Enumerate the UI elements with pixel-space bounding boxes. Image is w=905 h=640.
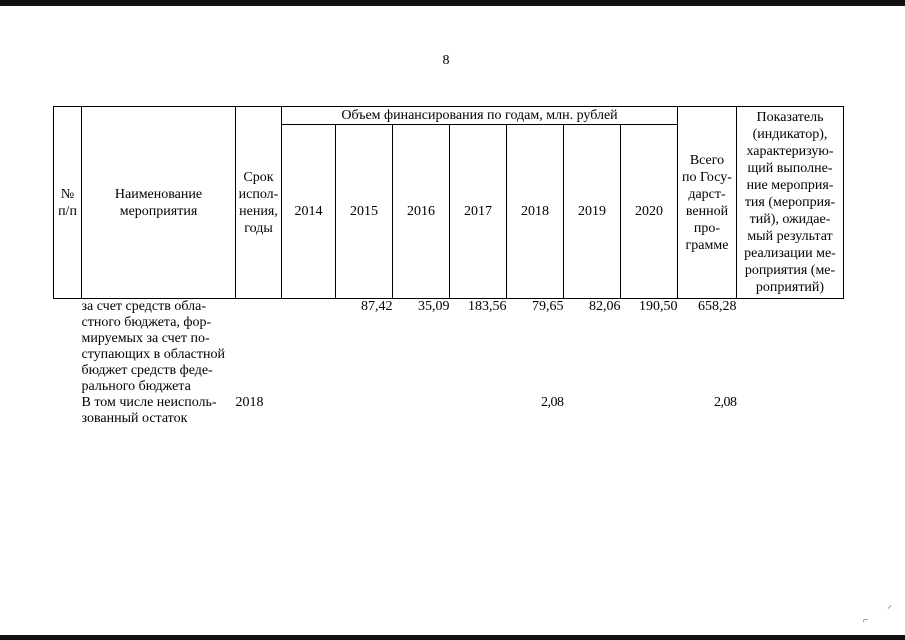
row-name: В том числе неисполь- зованный остаток [81,395,217,426]
header-year: 2019 [564,125,621,299]
row-value: 2,08 [541,395,564,410]
row-value: 87,42 [361,299,393,314]
header-year: 2018 [507,125,564,299]
scan-speck: ⸝ [887,600,892,611]
financing-table [53,106,844,427]
page-number: 8 [442,53,450,68]
table-row [54,395,844,427]
table-row [54,299,844,396]
row-total: 658,28 [698,299,737,314]
header-name: Наименование мероприятия [82,107,236,299]
header-indicator: Показатель (индикатор), характеризую- щий выполне- ние мероприя- тия (мероприя- тий), ожидае- мый результат реализации ме- роприятия (ме- роприятий) [737,107,844,299]
scan-speck: ⌐ [863,615,869,626]
row-value [336,395,393,427]
row-period [236,299,282,396]
header-year: 2016 [393,125,450,299]
header-num: № п/п [54,107,82,299]
header-total: Всего по Госу- дарст- венной про- грамме [678,107,737,299]
row-name: за счет средств обла- стного бюджета, фор- мируемых за счет по- ступающих в областной бюджет средств феде- рального бюджета [81,299,225,394]
row-value [450,395,507,427]
row-value [282,395,336,427]
row-value: 190,50 [639,299,678,314]
header-period: Срок испол- нения, годы [236,107,282,299]
header-funding-group: Объем финансирования по годам, млн. рублей [282,107,678,125]
row-period: 2018 [235,395,264,410]
row-value: 35,09 [418,299,450,314]
row-value: 79,65 [532,299,564,314]
header-year: 2015 [336,125,393,299]
row-total: 2,08 [714,395,737,410]
scan-top-edge [0,0,905,6]
row-value [564,395,621,427]
header-year: 2020 [621,125,678,299]
row-value: 82,06 [589,299,621,314]
header-year: 2014 [282,125,336,299]
row-value: 183,56 [468,299,507,314]
row-value [393,395,450,427]
header-year: 2017 [450,125,507,299]
row-value [282,299,336,396]
row-value [621,395,678,427]
scan-bottom-edge [0,635,905,640]
